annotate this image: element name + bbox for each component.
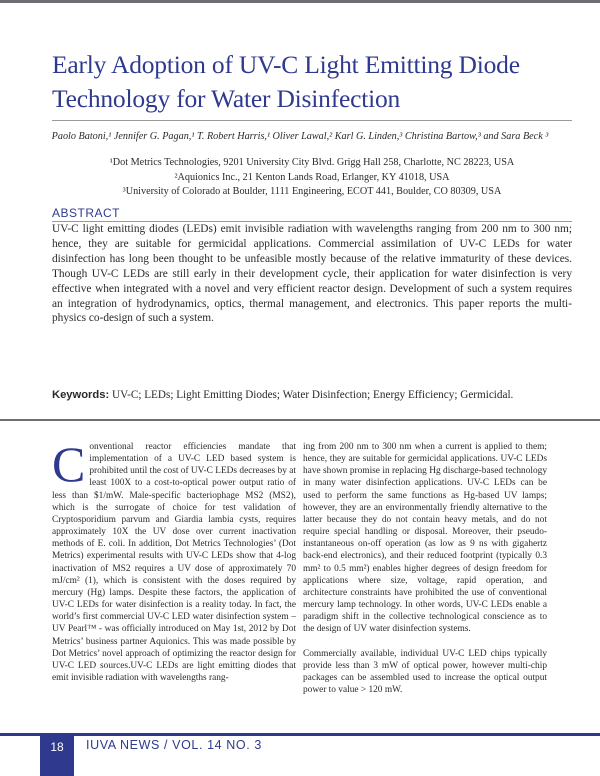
title-rule: [52, 120, 572, 121]
left-paragraph-1-text: onventional reactor efficiencies mandate that implementation of a UV-C LED based system is prohibited until the cost of UV-C LEDs decreases by at least 100X to a cost-to-optical power output ratio of less than $1/mW. Male-specific bacteriophage MS2 (MS2), which is the surrogate of choice for test validation of Cryptosporidium parvum and Giardia lambia cysts, requires approximately 10X the UV dose over current inactivation methods of E. coli. In addition, Dot Metrics Technologies’ (Dot Metrics) experimental results with UV-C LEDs show that 4-log inactivation of MS2 requires a UV dose of approximately 70 mJ/cm² (1), which is consistent with the doses required by mercury (Hg) lamps. Despite these factors, the application of UV-C LEDs for water disinfection is a reality today. In fact, the world’s first commercial UV-C LED water disinfection system – UV Pearl™ - was officially introduced on May 1st, 2012 by Dot Metrics’ business partner Aquionics. This was made possible by Dot Metrics’ novel approach of optimizing the reactor design for UV-C LED sources.UV-C LEDs are light emitting diodes that emit invisible radiation with wavelengths rang-: [52, 442, 296, 683]
drop-cap: C: [52, 436, 86, 492]
affiliation-2: ²Aquionics Inc., 21 Kenton Lands Road, Erlanger, KY 41018, USA: [174, 171, 450, 183]
affiliation-1: ¹Dot Metrics Technologies, 9201 University City Blvd. Grigg Hall 258, Charlotte, NC 28223, USA: [109, 157, 515, 168]
abstract-text: UV-C light emitting diodes (LEDs) emit invisible radiation with wavelengths ranging from 200 nm to 300 nm; hence, they are suitable for germicidal applications. Commercial assimilation of UV-C LEDs for water disinfection has long been thought to be unfeasible mostly because of the relative immaturity of these devices. Though UV-C LEDs are still early in their development cycle, their application for water disinfection is very effective when integrated with a novel and very efficient reactor design. Development of such a system requires an integration of hydrodynamics, optics, thermal management, and electronics. This paper reports the multi-physics co-design of such a system.: [52, 223, 572, 325]
top-rule: [0, 0, 600, 3]
body-rule: [0, 419, 600, 421]
author-list: Paolo Batoni,¹ Jennifer G. Pagan,¹ T. Robert Harris,¹ Oliver Lawal,² Karl G. Linden,³ Christina Bartow,³ and Sara Beck ³: [51, 131, 549, 142]
left-column: [52, 436, 296, 696]
article-title: [52, 48, 572, 116]
affiliation-3: ³University of Colorado at Boulder, 1111 Engineering, ECOT 441, Boulder, CO 80309, USA: [122, 186, 502, 197]
keywords: [52, 388, 572, 403]
right-paragraph-2: Commercially available, individual UV-C LED chips typically provide less than 3 mW of optical power, however multi-chip packages can be assembled used to increase the optical output power to value > 120 mW.: [303, 648, 547, 695]
affiliations: [52, 156, 572, 200]
left-paragraph-1: [52, 436, 296, 684]
title-line-2: Technology for Water Disinfection: [52, 84, 401, 113]
right-paragraph-1: ing from 200 nm to 300 nm when a current is applied to them; hence, they are suitable for germicidal applications. UV-C LEDs have shown promise in replacing Hg discharge-based technology in many water disinfection applications. UV-C LEDs can be used to perform the same functions as Hg-based UV lamps; however, they are an environmentally friendly alternative to the latter because they do not contain heavy metals, and do not require special handling or disposal. Moreover, their pseudo-instantaneous on-off operation (as low as 9 ns with gigahertz back-end electronics), and their reduced footprint (typically 0.3 mm² to 0.5 mm²) enables higher degrees of design freedom for applications where size, voltage, rapid operation, and architecture constraints have prohibited the use of conventional mercury lamp technology. In other words, UV-C LEDs enable a paradigm shift in the collective technological conscience as to the design of UV water disinfection systems.: [303, 442, 547, 635]
page-number: 18: [40, 736, 74, 776]
publication-line: IUVA NEWS / VOL. 14 NO. 3: [86, 738, 262, 752]
abstract-heading: ABSTRACT: [52, 206, 121, 220]
keywords-list: UV-C; LEDs; Light Emitting Diodes; Water Disinfection; Energy Efficiency; Germicidal.: [109, 389, 514, 401]
title-line-1: Early Adoption of UV-C Light Emitting Diode: [52, 50, 520, 79]
footer-bar: [0, 733, 600, 736]
right-column: [303, 441, 547, 708]
keywords-label: Keywords:: [52, 389, 110, 401]
